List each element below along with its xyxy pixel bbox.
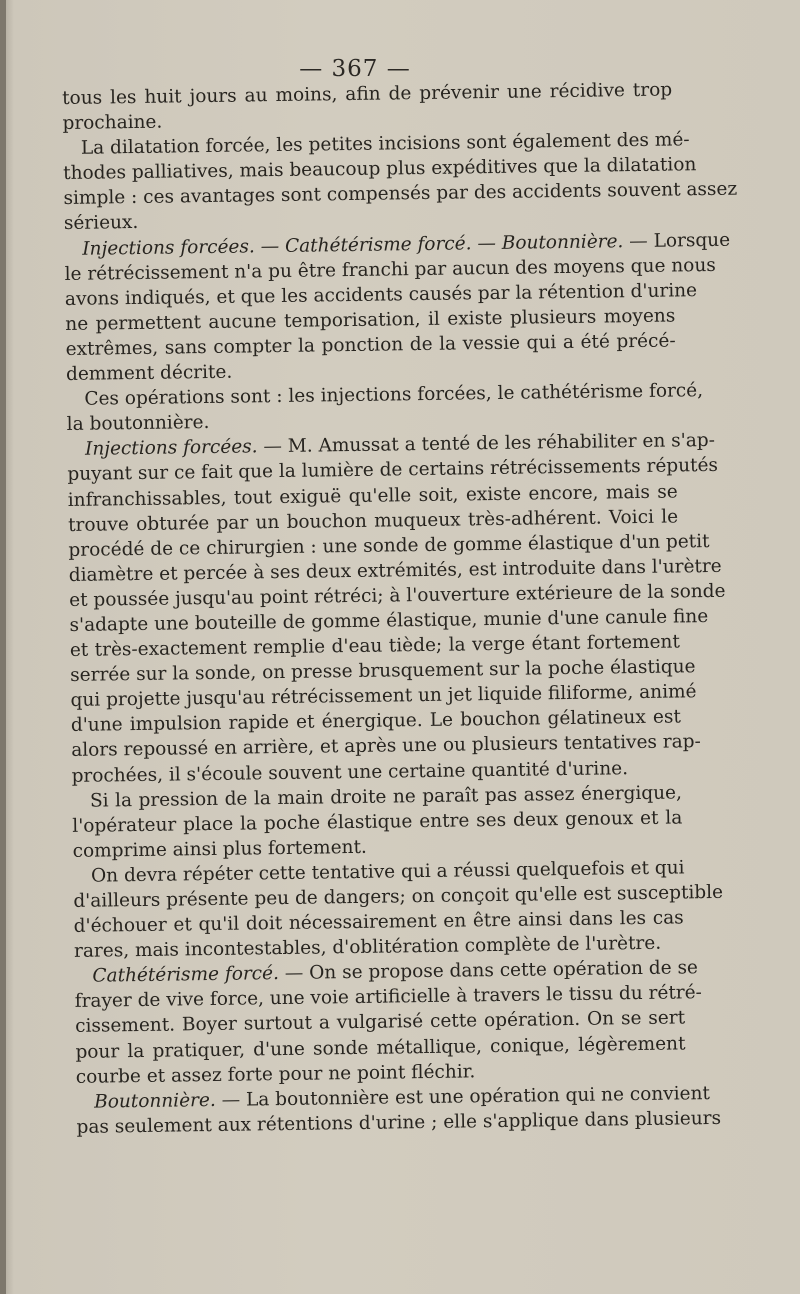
section-heading-italic: Injections forcées. — Cathétérisme forcé. — Boutonnière. (82, 230, 624, 260)
line-text: procédé de ce chirurgien : une sonde de gomme élastique d'un petit (68, 530, 710, 561)
section-heading-italic: Cathétérisme forcé. (92, 963, 280, 987)
line-text: frayer de vive force, une voie artificielle à travers le tissu du rétré- (74, 982, 703, 1013)
line-text: le rétrécissement n'a pu être franchi par aucun des moyens que nous (64, 254, 716, 285)
line-text: pour la pratiquer, d'une sonde métallique, conique, légèrement (75, 1032, 686, 1063)
line-text: l'opérateur place la poche élastique entre ses deux genoux et la (72, 807, 683, 837)
line-text: comprime ainsi plus fortement. (72, 836, 367, 862)
line-text: cissement. Boyer surtout a vulgarisé cette opération. On se sert (74, 1007, 686, 1038)
page-spine-shadow (0, 0, 6, 1294)
line-text: prochées, il s'écoule souvent une certaine quantité d'urine. (71, 757, 629, 787)
page-number: — 367 — (299, 56, 411, 82)
line-text: alors repoussé en arrière, et après une ou plusieurs tentatives rap- (71, 731, 701, 762)
line-text: et très-exactement remplie d'eau tiède; la verge étant fortement (69, 631, 680, 662)
line-text: Ces opérations sont : les injections forcées, le cathétérisme forcé, (84, 380, 704, 410)
line-text: sérieux. (63, 212, 139, 235)
line-text: pas seulement aux rétentions d'urine ; elle s'applique dans plusieurs (76, 1107, 722, 1138)
line-text: diamètre et percée à ses deux extrémités, est introduite dans l'urètre (68, 555, 722, 586)
line-text: qui projette jusqu'au rétrécissement un jet liquide filiforme, animé (70, 681, 697, 712)
line-text: — M. Amussat a tenté de les réhabiliter en s'ap- (257, 430, 716, 458)
line-text: tous les huit jours au moins, afin de prévenir une récidive trop (62, 79, 673, 109)
line-text: avons indiqués, et que les accidents causés par la rétention d'urine (64, 279, 698, 310)
line-text: thodes palliatives, mais beaucoup plus expéditives que la dilatation (63, 154, 697, 185)
line-text: La dilatation forcée, les petites incisions sont également des mé- (80, 129, 690, 159)
line-text: — Lorsque (623, 229, 731, 252)
line-text: extrêmes, sans compter la ponction de la vessie qui a été précé- (65, 330, 676, 360)
line-text: — La boutonnière est une opération qui ne convient (215, 1082, 711, 1111)
line-text: ne permettent aucune temporisation, il existe plusieurs moyens (65, 305, 676, 335)
line-text: On devra répéter cette tentative qui a réussi quelquefois et qui (90, 857, 685, 887)
line-text: trouve obturée par un bouchon muqueux très-adhérent. Voici le (67, 506, 679, 536)
line-text: serrée sur la sonde, on presse brusquement sur la poche élastique (70, 656, 696, 687)
line-text: d'échouer et qu'il doit nécessairement en être ainsi dans les cas (73, 907, 684, 938)
line-text: et poussée jusqu'au point rétréci; à l'ouverture extérieure de la sonde (69, 580, 726, 611)
line-text: d'ailleurs présente peu de dangers; on conçoit qu'elle est susceptible (73, 881, 724, 912)
line-text: prochaine. (62, 111, 163, 135)
line-text: demment décrite. (65, 361, 233, 386)
line-text: la boutonnière. (66, 412, 210, 436)
line-text: courbe et assez forte pour ne point fléchir. (75, 1060, 476, 1088)
line-text: puyant sur ce fait que la lumière de certains rétrécissements réputés (67, 455, 719, 486)
section-heading-italic: Injections forcées. (84, 436, 258, 461)
section-heading-italic: Boutonnière. (94, 1089, 216, 1113)
line-text: simple : ces avantages sont compensés par des accidents souvent assez (63, 178, 738, 210)
line-text: Si la pression de la main droite ne paraît pas assez énergique, (89, 782, 683, 812)
line-text: rares, mais incontestables, d'oblitération complète de l'urètre. (73, 932, 662, 963)
body-text (62, 77, 738, 1139)
line-text: d'une impulsion rapide et énergique. Le bouchon gélatineux est (70, 706, 682, 737)
line-text: infranchissables, tout exiguë qu'elle soit, existe encore, mais se (67, 480, 678, 511)
line-text: — On se propose dans cette opération de se (278, 957, 699, 985)
line-text: s'adapte une bouteille de gomme élastique, munie d'une canule fine (69, 605, 709, 636)
